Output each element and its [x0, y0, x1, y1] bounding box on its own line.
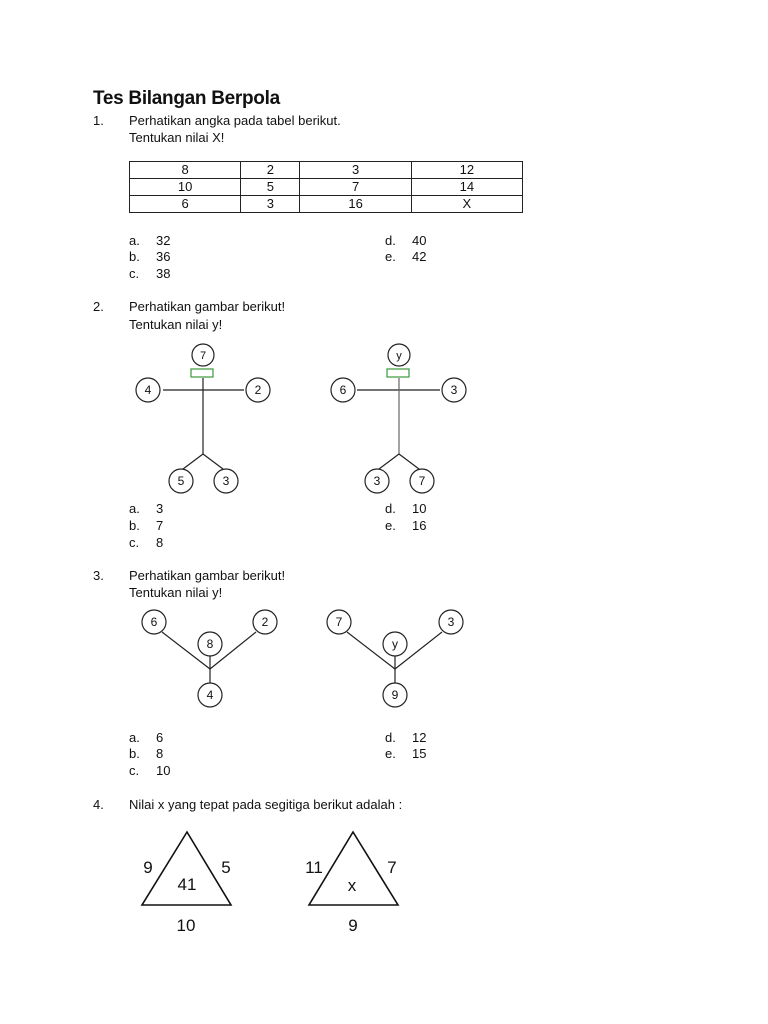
option-value: 42	[412, 249, 427, 264]
table-cell: 3	[300, 162, 411, 179]
question-2-line2: Tentukan nilai y!	[129, 317, 223, 332]
q2-figure-1	[136, 344, 270, 493]
option-letter: c.	[129, 535, 140, 550]
option-value: 16	[412, 518, 427, 533]
triangle-right-label: 5	[221, 858, 231, 877]
table-cell: 12	[411, 162, 522, 179]
table-cell: 6	[130, 196, 241, 213]
q2-figure-2	[331, 344, 466, 493]
q3-option-c[interactable]	[129, 763, 170, 778]
node-label: 3	[450, 383, 458, 397]
connector-line	[203, 454, 223, 469]
green-box	[191, 369, 213, 377]
node-label: 7	[335, 615, 343, 629]
triangle-left-label: 9	[143, 858, 153, 877]
question-2-number: 2.	[93, 299, 104, 314]
option-value: 36	[156, 249, 171, 264]
node-label: 6	[339, 383, 347, 397]
option-letter: e.	[385, 518, 396, 533]
option-letter: b.	[129, 249, 140, 264]
node-label: 3	[222, 474, 230, 488]
question-4-number: 4.	[93, 797, 104, 812]
node-label: 6	[150, 615, 158, 629]
table-cell: 3	[241, 196, 300, 213]
option-letter: c.	[129, 763, 140, 778]
triangle-bottom-label: 10	[176, 916, 196, 935]
node-label: 4	[206, 688, 214, 702]
table-cell: 16	[300, 196, 411, 213]
option-letter: a.	[129, 730, 140, 745]
q2-option-a[interactable]	[129, 501, 163, 516]
node-label: 3	[447, 615, 455, 629]
option-value: 12	[412, 730, 427, 745]
option-value: 10	[156, 763, 171, 778]
question-1-line1: Perhatikan angka pada tabel berikut.	[129, 113, 341, 128]
q2-option-c[interactable]	[129, 535, 163, 550]
option-letter: d.	[385, 233, 396, 248]
q3-option-d[interactable]	[385, 730, 426, 745]
option-letter: d.	[385, 501, 396, 516]
node-label: 2	[261, 615, 269, 629]
page-title: Tes Bilangan Berpola	[93, 88, 280, 109]
table-cell: 10	[130, 179, 241, 196]
node-label: 9	[391, 688, 399, 702]
connector-line	[399, 454, 419, 469]
question-3-line2: Tentukan nilai y!	[129, 585, 223, 600]
option-value: 3	[156, 501, 164, 516]
option-letter: d.	[385, 730, 396, 745]
q2-option-b[interactable]	[129, 518, 163, 533]
triangle-bottom-label: 9	[348, 916, 358, 935]
question-3-number: 3.	[93, 568, 104, 583]
connector-line	[183, 454, 203, 469]
option-letter: e.	[385, 249, 396, 264]
option-value: 8	[156, 746, 164, 761]
q3-option-a[interactable]	[129, 730, 163, 745]
q3-option-b[interactable]	[129, 746, 163, 761]
question-4-line1: Nilai x yang tepat pada segitiga berikut adalah :	[129, 797, 403, 812]
option-letter: c.	[129, 266, 140, 281]
node-label: 7	[418, 474, 426, 488]
triangle-center-label: x	[347, 876, 357, 895]
option-value: 7	[156, 518, 164, 533]
node-label: 7	[199, 350, 207, 362]
option-letter: a.	[129, 501, 140, 516]
triangle-center-label: 41	[177, 875, 197, 894]
question-2-line1: Perhatikan gambar berikut!	[129, 299, 286, 314]
option-value: 38	[156, 266, 171, 281]
node-label: 3	[373, 474, 381, 488]
node-label: y	[392, 637, 398, 651]
option-value: 32	[156, 233, 171, 248]
table-cell: 14	[411, 179, 522, 196]
option-value: 40	[412, 233, 427, 248]
node-label: y	[396, 350, 402, 362]
option-letter: b.	[129, 746, 140, 761]
option-letter: b.	[129, 518, 140, 533]
option-value: 10	[412, 501, 427, 516]
node-label: 2	[254, 383, 262, 397]
q3-option-e[interactable]	[385, 746, 426, 761]
q2-option-d[interactable]	[385, 501, 426, 516]
connector-line	[379, 454, 399, 469]
option-value: 8	[156, 535, 164, 550]
triangle-left-label: 11	[305, 858, 323, 877]
table-cell: 8	[130, 162, 241, 179]
q2-option-e[interactable]	[385, 518, 426, 533]
triangle-1	[142, 832, 231, 905]
table-cell: X	[411, 196, 522, 213]
green-box	[387, 369, 409, 377]
triangle-right-label: 7	[387, 858, 397, 877]
table-cell: 2	[241, 162, 300, 179]
table-cell: 7	[300, 179, 411, 196]
node-label: 8	[206, 637, 214, 651]
question-1-number: 1.	[93, 113, 104, 128]
option-value: 6	[156, 730, 164, 745]
option-value: 15	[412, 746, 427, 761]
option-letter: e.	[385, 746, 396, 761]
table-cell: 5	[241, 179, 300, 196]
question-3-line1: Perhatikan gambar berikut!	[129, 568, 286, 583]
option-letter: a.	[129, 233, 140, 248]
node-label: 4	[144, 383, 152, 397]
node-label: 5	[177, 474, 185, 488]
question-1-line2: Tentukan nilai X!	[129, 130, 225, 145]
